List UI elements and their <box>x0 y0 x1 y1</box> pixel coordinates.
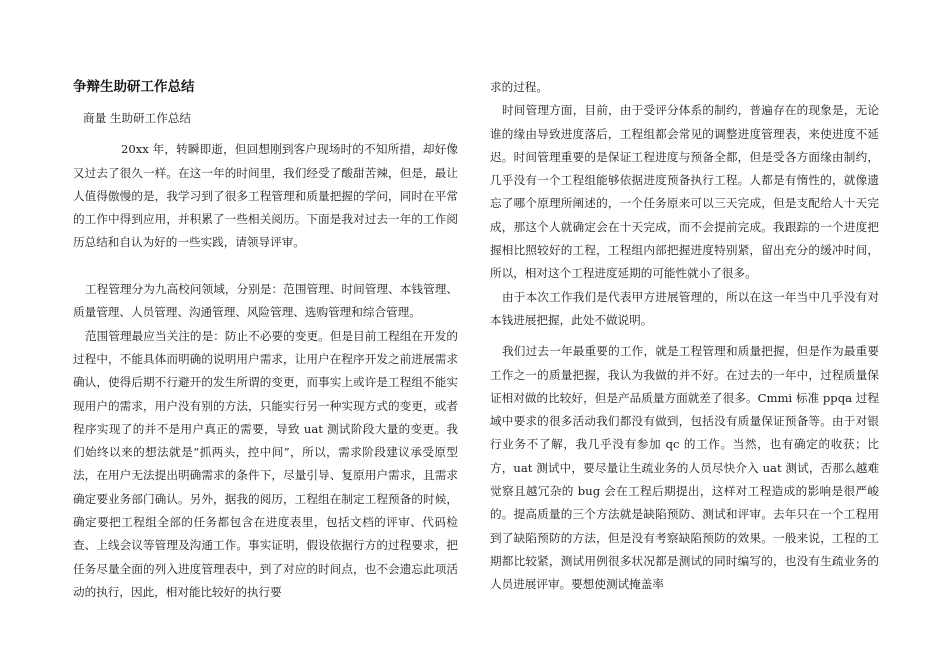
left-column <box>73 76 458 604</box>
right-column <box>490 76 879 597</box>
paragraph-cost-management: 由于本次工作我们是代表甲方进展管理的，所以在这一年当中几乎没有对本钱进展把握，此处不做说明。 <box>490 289 879 327</box>
paragraph-intro: 20xx 年，转瞬即逝，但回想刚到客户现场时的不知所措，却好像又过去了很久一样。在这一年的时间里，我们经受了酸甜苦辣，但是，最让人值得傲慢的是，我学习到了很多工程管理和质量把握的学问，同时在平常的工作中得到应用，并积累了一些相关阅历。下面是我对过去一年的工作阅历总结和自认为好的一些实践，请领导评审。 <box>73 142 458 250</box>
paragraph-quality-management: 我们过去一年最重要的工作，就是工程管理和质量把握，但是作为最重要工作之一的质量把握，我认为我做的并不好。在过去的一年中，过程质量保证相对做的比较好，但是产品质量方面就差了很多。Cmmi 标准 ppqa 过程域中要求的很多活动我们都没有做到，包括没有质量保证预备等。由于对银行业务不了解，我几乎没有参加 qc 的工作。当然，也有确定的收获；比方，uat 测试中，要尽量让生疏业务的人员尽快介入 uat 测试，否那么越难觉察且越冗杂的 bug 会在工程后期提出，这样对工程造成的影响是很严峻的。提高质量的三个方法就是缺陷预防、测试和评审。去年只在一个工程用到了缺陷预防的方法，但是没有考察缺陷预防的效果。一般来说，工程的工期都比较紧，测试用例很多状况都是测试的同时编写的，也没有生疏业务的人员进展评审。要想使测试掩盖率 <box>490 344 879 592</box>
paragraph-time-management: 时间管理方面，目前，由于受评分体系的制约，普遍存在的现象是，无论谁的缘由导致进度落后，工程组都会常见的调整进度管理表，来使进度不延迟。时间管理重要的是保证工程进度与预备全都，但是受各方面缘由制约，几乎没有一个工程组能够依据进度预备执行工程。人都是有惰性的，就像遗忘了哪个原理所阐述的，一个任务原来可以三天完成，但是支配给人十天完成，那这个人就确定会在十天完成，而不会提前完成。我跟踪的一个进度把握相比照较好的工程，工程组内部把握进度特别紧，留出充分的缓冲时间，所以，相对这个工程进度延期的可能性就小了很多。 <box>490 103 879 281</box>
paragraph-scope-management: 范围管理最应当关注的是：防止不必要的变更。但是目前工程组在开发的过程中，不能具体而明确的说明用户需求，让用户在程序开发之前进展需求确认，使得后期不行避开的发生所谓的变更，而事实上或许是工程组不能实现用户的需求，用户没有别的方法，只能实行另一种实现方式的变更，或者程序实现了的并不是用户真正的需要，导致 uat 测试阶段大量的变更。我们始终以来的想法就是“抓两头，控中间”，所以，需求阶段建议承受原型法，在用户无法提出明确需求的条件下，尽量引导、复原用户需求，且需求确定要业务部门确认。另外，据我的阅历，工程组在制定工程预备的时候，确定要把工程组全部的任务都包含在进度表里，包括文档的评审、代码检查、上线会议等管理及沟通工作。事实证明，假设依据行方的过程要求，把任务尽量全面的列入进度管理表中，到了对应的时间点，也不会遗忘此项活动的执行，因此，相对能比较好的执行要 <box>73 328 458 599</box>
paragraph-continuation: 求的过程。 <box>490 80 548 94</box>
paragraph-management-areas: 工程管理分为九高校问领域，分别是：范围管理、时间管理、本钱管理、质量管理、人员管理、沟通管理、风险管理、选购管理和综合管理。 <box>73 282 458 320</box>
document-title: 争辩生助研工作总结 <box>73 79 195 95</box>
document-subtitle: 商量 生助研工作总结 <box>83 111 192 125</box>
